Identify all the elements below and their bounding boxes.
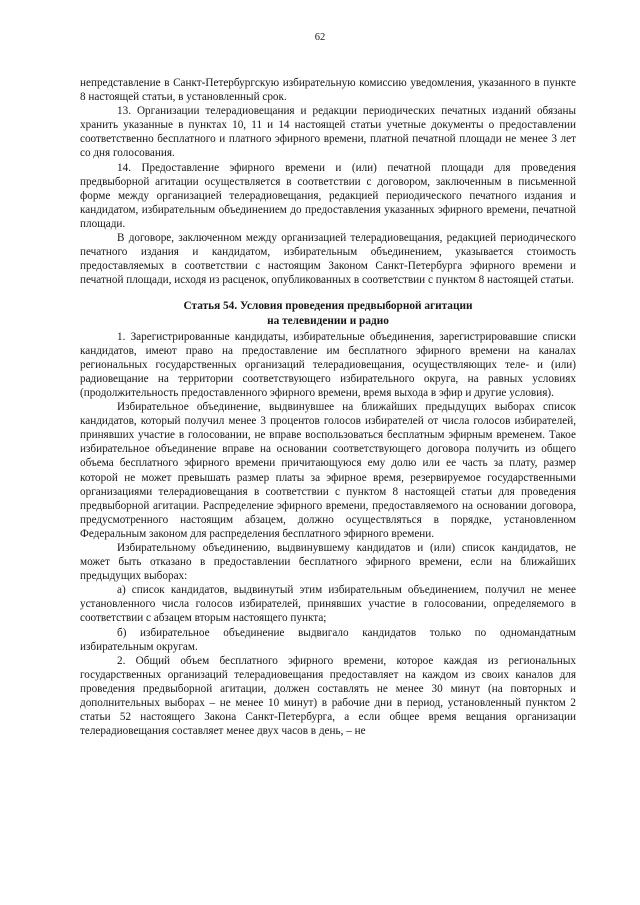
paragraph-item-14: 14. Предоставление эфирного времени и (или) печатной площади для проведения предвыборной агитации осуществляется в соответствии с договором, заключенным в письменной форме между организацией телерадиовещания, редакцией периодического печатного издания и кандидатом, избирательным объединением до предоставления указанных эфирного времени, печатной площади.: [80, 161, 576, 230]
paragraph-contract: В договоре, заключенном между организацией телерадиовещания, редакцией периодического печатного издания и кандидатом, избирательным объединением, указывается стоимость предоставляемых в соответствии с настоящим Законом Санкт-Петербурга эфирного времени и печатной площади, исходя из расценок, опубликованных в соответствии с пунктом 8 настоящей статьи.: [80, 232, 576, 287]
paragraph-subitem-b: б) избирательное объединение выдвигало кандидатов только по одномандатным избирательным округам.: [80, 626, 576, 653]
paragraph-article-item-2: 2. Общий объем бесплатного эфирного времени, которое каждая из региональных государственных организаций телерадиовещания предоставляет на каждом из своих каналов для проведения предвыборной агитации, должен составлять не менее 30 минут (на повторных и дополнительных выборах – не менее 10 минут) в рабочие дни в период, установленный пунктом 2 статьи 52 настоящего Закона Санкт-Петербурга, а если общее время вещания организации телерадиовещания составляет менее двух часов в день, – не: [80, 654, 576, 738]
paragraph-subitem-a: а) список кандидатов, выдвинутый этим избирательным объединением, получил не менее установленного числа голосов избирателей, принявших участие в голосовании, определяемого в соответствии с абзацем вторым настоящего пункта;: [80, 584, 576, 625]
paragraph-party-list: Избирательное объединение, выдвинувшее на ближайших предыдущих выборах список кандидатов, который получил менее 3 процентов голосов избирателей от числа голосов избирателей, принявших участие в голосовании, не вправе воспользоваться бесплатным эфирным временем. Такое избирательное объединение вправе на основании соответствующего договора получить из общего объема бесплатного эфирного времени причитающуюся ему долю или ее часть за плату, размер которой не может превышать размер платы за эфирное время, резервируемое государственными организациями телерадиовещания в соответствии с пунктом 8 настоящей статьи для проведения предвыборной агитации. Распределение эфирного времени, предоставляемого на основании договора, предусмотренного настоящим абзацем, должно осуществляться в порядке, установленном Федеральным законом для распределения бесплатного эфирного времени.: [80, 401, 576, 540]
page-number: 62: [314, 32, 326, 43]
article-heading: [80, 299, 576, 327]
paragraph-not-refused: Избирательному объединению, выдвинувшему кандидатов и (или) список кандидатов, не может быть отказано в предоставлении бесплатного эфирного времени, если на ближайших предыдущих выборах:: [80, 542, 576, 583]
paragraph-article-item-1: 1. Зарегистрированные кандидаты, избирательные объединения, зарегистрировавшие списки кандидатов, имеют право на предоставление им бесплатного эфирного времени на каналах региональных государственных организаций телерадиовещания, осуществляющих теле- и (или) радиовещание на территории соответствующего избирательного округа, на равных условиях (продолжительность предоставленного эфирного времени, время выхода в эфир и другие условия).: [80, 330, 576, 399]
article-heading-line-2: на телевидении и радио: [267, 314, 389, 327]
document-body: [80, 76, 576, 738]
article-heading-line-1: Статья 54. Условия проведения предвыборной агитации: [183, 300, 473, 313]
paragraph-item-13: 13. Организации телерадиовещания и редакции периодических печатных изданий обязаны хранить указанные в пунктах 10, 11 и 14 настоящей статьи учетные документы о предоставлении соответственно бесплатного и платного эфирного времени, платной печатной площади не менее 3 лет со дня голосования.: [80, 105, 576, 160]
paragraph-continuation: непредставление в Санкт-Петербургскую избирательную комиссию уведомления, указанного в пункте 8 настоящей статьи, в установленный срок.: [80, 77, 576, 104]
